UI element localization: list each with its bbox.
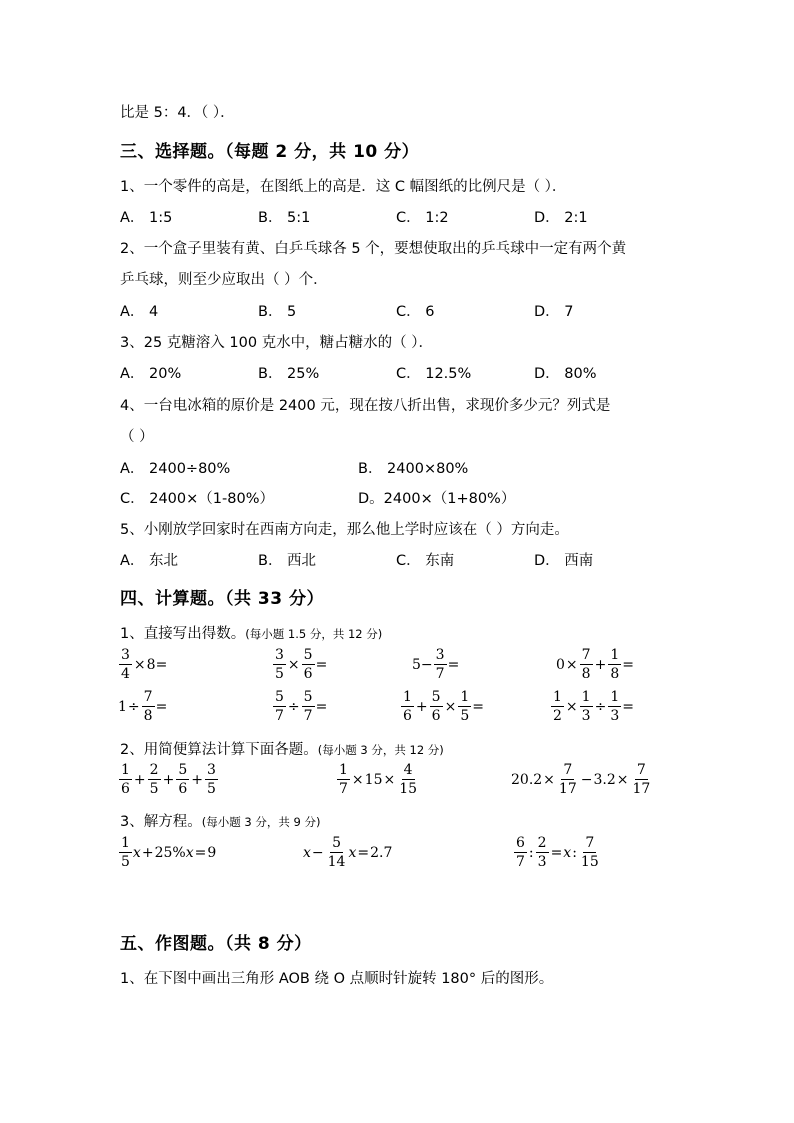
q2-option-c: C． 6: [396, 304, 435, 320]
expr-2-3: 20.2 × $\frac{7}{17}$ − 3.2 × $\frac{7}{17}$: [511, 762, 651, 797]
q2-option-b: B． 5: [258, 304, 297, 320]
q2-text-line2: 乒乓球，则至少应取出（ ）个．: [120, 272, 328, 288]
fraction: $\frac{5}{6}$: [431, 689, 441, 724]
equation-3: $\frac{6}{7}$ : $\frac{2}{3}$ = x : $\frac{7}{15}$: [516, 835, 599, 870]
q1-option-d: D． 2:1: [534, 210, 588, 226]
fraction: $\frac{1}{5}$: [121, 835, 130, 870]
part2-note: (每小题 3 分，共 12 分): [317, 743, 444, 757]
part1-label: 1、直接写出得数。: [120, 626, 246, 642]
q4-text-line2: （ ）: [120, 429, 154, 445]
expr-1-5: 1 ÷ $\frac{7}{8}$ =: [118, 689, 168, 724]
fraction: $\frac{7}{15}$: [580, 835, 599, 870]
part3-heading: [120, 810, 320, 831]
section3-title: 三、选择题。（每题 2 分，共 10 分）: [120, 142, 420, 162]
fraction: $\frac{1}{8}$: [610, 647, 620, 682]
q2-text-line1: 2、一个盒子里装有黄、白乒乓球各 5 个，要想使取出的乒乓球中一定有两个黄: [120, 241, 627, 257]
expr-1-6: $\frac{5}{7}$ ÷ $\frac{5}{7}$ =: [275, 689, 328, 724]
q2-option-a: A． 4: [120, 304, 159, 320]
expr-1-8: $\frac{1}{2}$ × $\frac{1}{3}$ ÷ $\frac{1}{3}$ =: [553, 689, 634, 724]
q5-option-d: D． 西南: [534, 553, 594, 569]
fraction: $\frac{1}{3}$: [581, 689, 591, 724]
part3-label: 3、解方程。: [120, 814, 202, 830]
part1-heading: [120, 622, 382, 643]
fraction: $\frac{2}{3}$: [537, 835, 547, 870]
q1-text: 1、一个零件的高是，在图纸上的高是．这 C 幅图纸的比例尺是（ ）．: [120, 179, 567, 195]
part3-note: (每小题 3 分，共 9 分): [201, 815, 321, 829]
intro-line: 比是 5：4．（ ）．: [120, 105, 235, 121]
fraction: $\frac{1}{3}$: [610, 689, 620, 724]
expr-1-3: 5− $\frac{3}{7}$ =: [412, 647, 460, 682]
q5-option-b: B． 西北: [258, 553, 317, 569]
q3-option-d: D． 80%: [534, 366, 597, 382]
q4-option-b: B． 2400×80%: [358, 461, 469, 477]
expr-1-7: $\frac{1}{6}$ + $\frac{5}{6}$ × $\frac{1}{5}$ =: [403, 689, 484, 724]
expr-2-1: $\frac{1}{6}$ + $\frac{2}{5}$ + $\frac{5}{6}$ + $\frac{3}{5}$: [121, 762, 216, 797]
expr-1-1: $\frac{3}{4}$ × 8 =: [121, 647, 168, 682]
q3-option-b: B． 25%: [258, 366, 320, 382]
fraction: $\frac{1}{6}$: [403, 689, 412, 724]
q4-option-a: A． 2400÷80%: [120, 461, 231, 477]
section5-q1: 1、在下图中画出三角形 AOB 绕 O 点顺时针旋转 180° 后的图形。: [120, 971, 554, 987]
expr-1-2: $\frac{3}{5}$ × $\frac{5}{6}$ =: [275, 647, 328, 682]
fraction: $\frac{1}{2}$: [553, 689, 562, 724]
q1-option-c: C． 1:2: [396, 210, 449, 226]
fraction: $\frac{2}{5}$: [149, 762, 159, 797]
q4-text-line1: 4、一台电冰箱的原价是 2400 元，现在按八折出售，求现价多少元？列式是: [120, 398, 611, 414]
part2-label: 2、用简便算法计算下面各题。: [120, 742, 318, 758]
q3-option-c: C． 12.5%: [396, 366, 472, 382]
fraction: $\frac{3}{5}$: [206, 762, 216, 797]
q4-option-d: D。2400×（1+80%）: [358, 491, 516, 507]
q5-text: 5、小刚放学回家时在西南方向走，那么他上学时应该在（ ）方向走。: [120, 522, 569, 538]
q3-text: 3、25 克糖溶入 100 克水中，糖占糖水的（ ）．: [120, 335, 434, 351]
fraction: $\frac{6}{7}$: [516, 835, 525, 870]
fraction: $\frac{3}{5}$: [275, 647, 284, 682]
equation-1: $\frac{1}{5}$ x + 25% x = 9: [121, 835, 217, 870]
fraction: $\frac{5}{7}$: [275, 689, 284, 724]
fraction: $\frac{1}{5}$: [460, 689, 470, 724]
q2-option-d: D． 7: [534, 304, 574, 320]
section4-title: 四、计算题。（共 33 分）: [120, 589, 324, 609]
part1-note: (每小题 1.5 分，共 12 分): [245, 627, 383, 641]
q1-option-a: A． 1:5: [120, 210, 173, 226]
fraction: $\frac{7}{8}$: [143, 689, 153, 724]
fraction: $\frac{3}{4}$: [121, 647, 130, 682]
expr-2-2: $\frac{1}{7}$ × 15 × $\frac{4}{15}$: [339, 762, 418, 797]
fraction: $\frac{1}{6}$: [121, 762, 130, 797]
fraction: $\frac{7}{17}$: [558, 762, 577, 797]
fraction: $\frac{4}{15}$: [399, 762, 418, 797]
q4-option-c: C． 2400×（1-80%）: [120, 491, 274, 507]
fraction: $\frac{1}{7}$: [339, 762, 348, 797]
fraction: $\frac{5}{14}$: [327, 835, 346, 870]
q3-option-a: A． 20%: [120, 366, 182, 382]
expr-1-4: 0 × $\frac{7}{8}$ + $\frac{1}{8}$ =: [556, 647, 634, 682]
fraction: $\frac{7}{17}$: [632, 762, 651, 797]
q5-option-a: A． 东北: [120, 553, 179, 569]
equation-2: x − $\frac{5}{14}$ x = 2.7: [303, 835, 393, 870]
fraction: $\frac{5}{7}$: [303, 689, 313, 724]
fraction: $\frac{3}{7}$: [435, 647, 445, 682]
q1-option-b: B． 5:1: [258, 210, 311, 226]
q5-option-c: C． 东南: [396, 553, 455, 569]
part2-heading: [120, 738, 444, 759]
fraction: $\frac{5}{6}$: [178, 762, 188, 797]
fraction: $\frac{5}{6}$: [303, 647, 313, 682]
section5-title: 五、作图题。（共 8 分）: [120, 934, 312, 954]
fraction: $\frac{7}{8}$: [581, 647, 591, 682]
